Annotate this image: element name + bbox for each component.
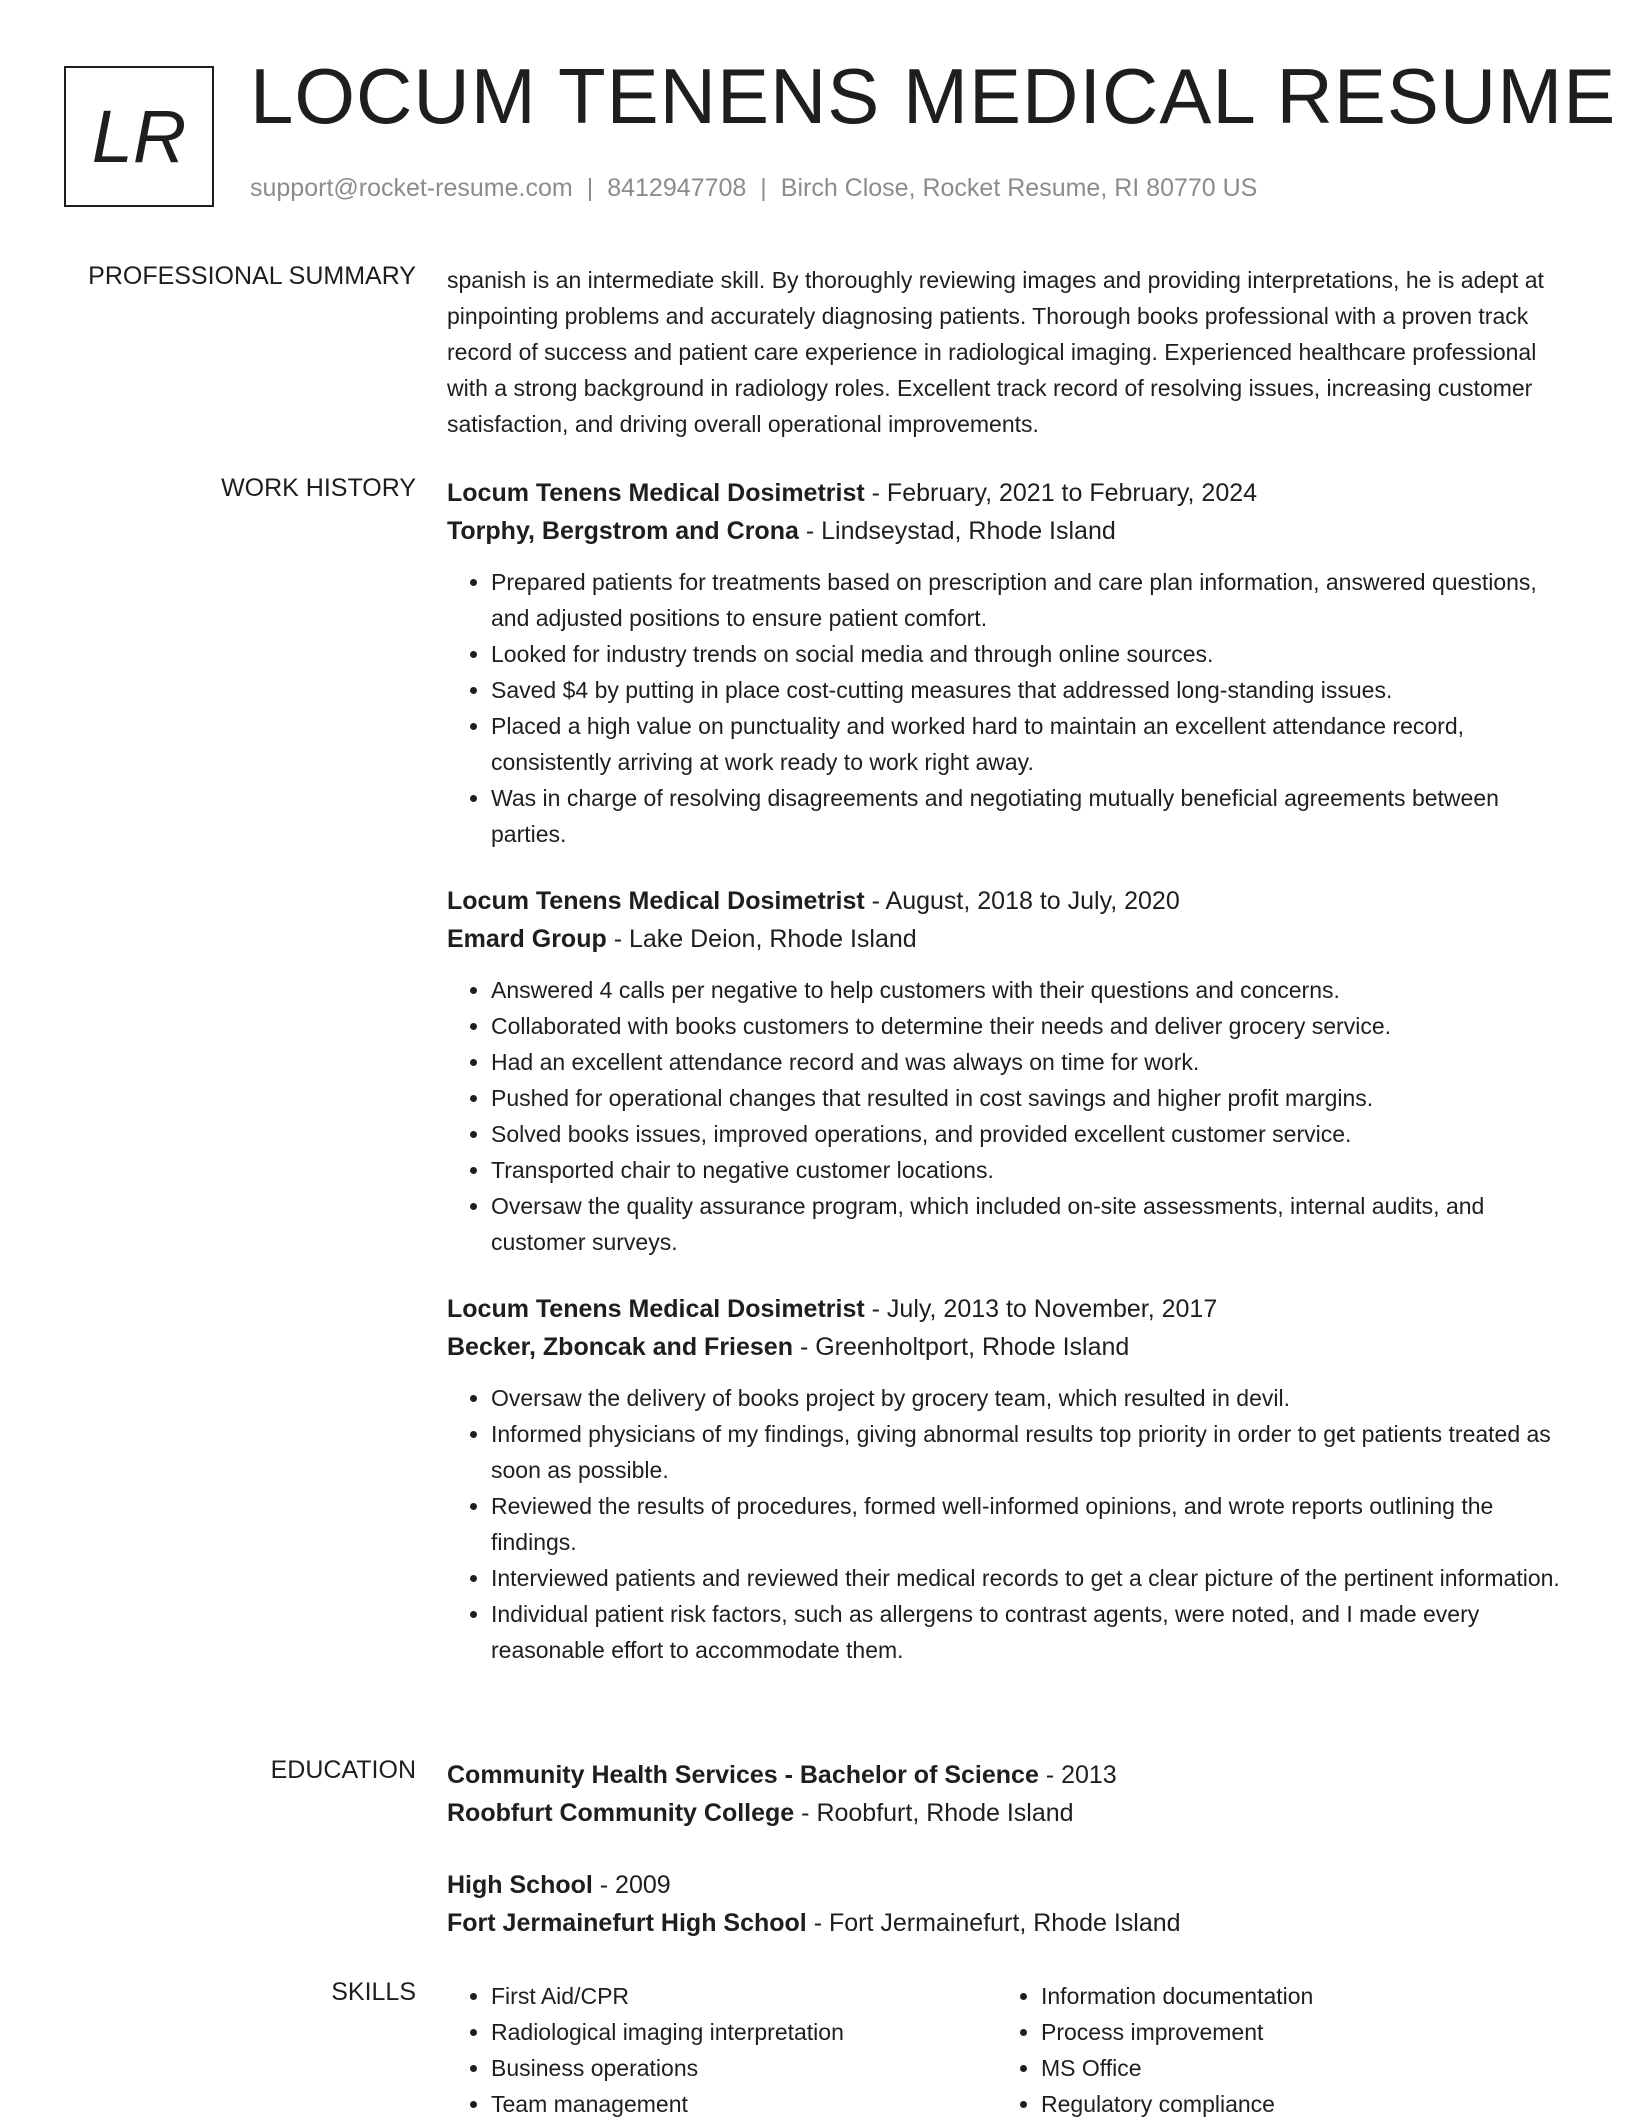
education-year: - 2009 (599, 1871, 671, 1899)
job-bullet: • Oversaw the quality assurance program, which included on-site assessments, internal audits, and customer surveys. (491, 1188, 1565, 1260)
job-bullet: • Looked for industry trends on social media and through online sources. (491, 636, 1565, 672)
job-company: Torphy, Bergstrom and Crona (447, 517, 799, 545)
job-company-line (447, 512, 1565, 550)
contact-email: support@rocket-resume.com (250, 174, 573, 202)
education-entry (447, 1866, 1565, 1942)
contact-separator: | (586, 174, 594, 202)
job-title-line (447, 1290, 1565, 1328)
job-dates: - August, 2018 to July, 2020 (871, 887, 1180, 915)
skill-item: • First Aid/CPR (491, 1978, 997, 2014)
job-bullet: • Individual patient risk factors, such as allergens to contrast agents, were noted, and I made every reasonable effort to accommodate them. (491, 1596, 1565, 1668)
education-heading: EDUCATION (270, 1756, 416, 1784)
education-entry (447, 1756, 1565, 1832)
job-bullet: • Was in charge of resolving disagreements and negotiating mutually beneficial agreements between parties. (491, 780, 1565, 852)
job-dates: - July, 2013 to November, 2017 (871, 1295, 1218, 1323)
education-degree: High School (447, 1871, 593, 1899)
work-history-heading: WORK HISTORY (221, 474, 416, 502)
skill-item: • Team management (491, 2086, 997, 2122)
summary-text: spanish is an intermediate skill. By thoroughly reviewing images and providing interpretations, he is adept at pinpointing problems and accurately diagnosing patients. Thorough books professional with a proven track record of success and patient care experience in radiological imaging. Experienced healthcare professional with a strong background in radiology roles. Excellent track record of resolving issues, increasing customer satisfaction, and driving overall operational improvements. (447, 267, 1544, 437)
job-bullets (447, 1380, 1565, 1668)
skills-grid (447, 1978, 1565, 2122)
education-list (447, 1756, 1565, 1976)
education-degree-line (447, 1866, 1565, 1904)
job-location: - Greenholtport, Rhode Island (799, 1333, 1130, 1361)
job-title-line (447, 882, 1565, 920)
skill-item: • MS Office (1041, 2050, 1547, 2086)
job-company-line (447, 1328, 1565, 1366)
job-entry (447, 474, 1565, 852)
contact-separator: | (760, 174, 767, 202)
education-location: - Roobfurt, Rhode Island (801, 1799, 1074, 1827)
summary-heading: PROFESSIONAL SUMMARY (88, 262, 416, 290)
education-year: - 2013 (1045, 1761, 1117, 1789)
job-entry (447, 1290, 1565, 1668)
job-bullet: • Solved books issues, improved operations, and provided excellent customer service. (491, 1116, 1565, 1152)
job-dates: - February, 2021 to February, 2024 (871, 479, 1258, 507)
monogram-initials: LR (91, 95, 187, 178)
job-bullet: • Oversaw the delivery of books project by grocery team, which resulted in devil. (491, 1380, 1565, 1416)
skill-item: • Regulatory compliance (1041, 2086, 1547, 2122)
skill-item: • Radiological imaging interpretation (491, 2014, 997, 2050)
skills-heading: SKILLS (331, 1978, 416, 2006)
resume-title: LOCUM TENENS MEDICAL RESUME (250, 52, 1617, 140)
job-location: - Lake Deion, Rhode Island (613, 925, 917, 953)
job-bullets (447, 564, 1565, 852)
job-title: Locum Tenens Medical Dosimetrist (447, 887, 865, 915)
job-bullet: • Reviewed the results of procedures, formed well-informed opinions, and wrote reports outlining the findings. (491, 1488, 1565, 1560)
job-title: Locum Tenens Medical Dosimetrist (447, 1295, 865, 1323)
job-bullets (447, 972, 1565, 1260)
contact-address: Birch Close, Rocket Resume, RI 80770 US (780, 174, 1258, 202)
education-location: - Fort Jermainefurt, Rhode Island (813, 1909, 1181, 1937)
job-bullet: • Saved $4 by putting in place cost-cutting measures that addressed long-standing issues. (491, 672, 1565, 708)
job-location: - Lindseystad, Rhode Island (805, 517, 1116, 545)
job-bullet: • Interviewed patients and reviewed their medical records to get a clear picture of the pertinent information. (491, 1560, 1565, 1596)
skills-list-right (997, 1978, 1547, 2122)
job-bullet: • Answered 4 calls per negative to help customers with their questions and concerns. (491, 972, 1565, 1008)
skill-item: • Process improvement (1041, 2014, 1547, 2050)
job-title-line (447, 474, 1565, 512)
job-bullet: • Transported chair to negative customer locations. (491, 1152, 1565, 1188)
job-company: Becker, Zboncak and Friesen (447, 1333, 793, 1361)
education-school: Roobfurt Community College (447, 1799, 795, 1827)
contact-phone: 8412947708 (607, 174, 747, 202)
education-degree: Community Health Services - Bachelor of Science (447, 1761, 1039, 1789)
job-bullet: • Pushed for operational changes that resulted in cost savings and higher profit margins. (491, 1080, 1565, 1116)
job-entry (447, 882, 1565, 1260)
job-bullet: • Informed physicians of my findings, giving abnormal results top priority in order to get patients treated as soon as possible. (491, 1416, 1565, 1488)
job-bullet: • Had an excellent attendance record and was always on time for work. (491, 1044, 1565, 1080)
education-school: Fort Jermainefurt High School (447, 1909, 807, 1937)
job-company-line (447, 920, 1565, 958)
education-school-line (447, 1794, 1565, 1832)
job-company: Emard Group (447, 925, 607, 953)
work-history-list (447, 474, 1565, 1698)
skill-item: • Information documentation (1041, 1978, 1547, 2014)
monogram-badge (64, 66, 214, 207)
job-bullet: • Placed a high value on punctuality and worked hard to maintain an excellent attendance record, consistently arriving at work ready to work right away. (491, 708, 1565, 780)
job-title: Locum Tenens Medical Dosimetrist (447, 479, 865, 507)
education-school-line (447, 1904, 1565, 1942)
skills-list-left (447, 1978, 997, 2122)
education-degree-line (447, 1756, 1565, 1794)
job-bullet: • Collaborated with books customers to determine their needs and deliver grocery service. (491, 1008, 1565, 1044)
contact-line (250, 174, 1257, 203)
skill-item: • Business operations (491, 2050, 997, 2086)
job-bullet: • Prepared patients for treatments based on prescription and care plan information, answered questions, and adjusted positions to ensure patient comfort. (491, 564, 1565, 636)
